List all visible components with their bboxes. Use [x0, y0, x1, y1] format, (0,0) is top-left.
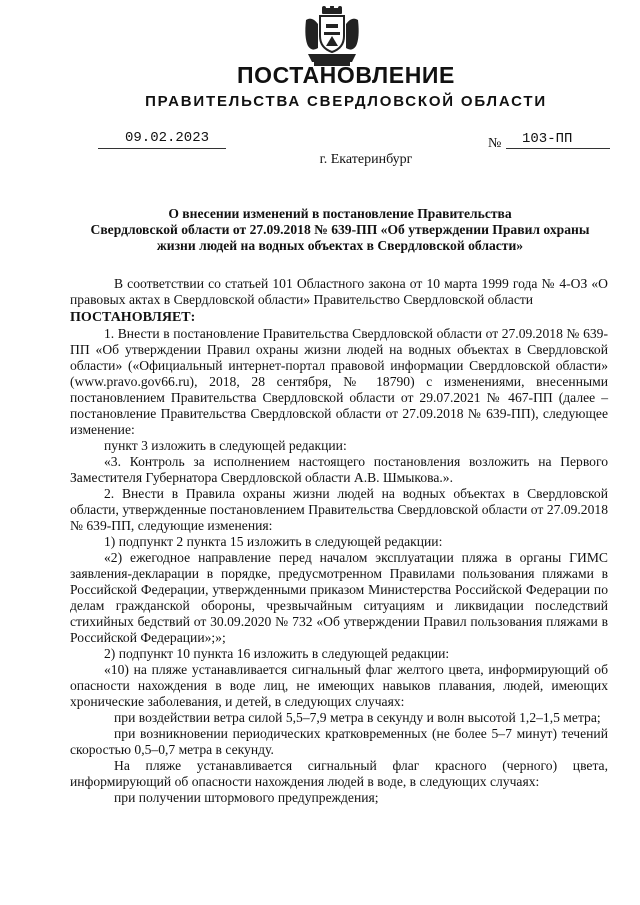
paragraph: при воздействии ветра силой 5,5–7,9 метра в секунду и волн высотой 1,2–1,5 метра;: [114, 710, 601, 725]
paragraph: На пляже устанавливается сигнальный флаг красного (черного) цвета, информирующий об опасности нахождения людей в воде, в следующих случаях:: [70, 758, 608, 789]
subject-line: О внесении изменений в постановление Правительства: [168, 206, 512, 221]
subject-line: жизни людей на водных объектах в Свердловской области»: [156, 238, 524, 253]
document-number: 103-ПП: [506, 130, 610, 149]
coat-of-arms-icon: [300, 6, 364, 68]
subject-line: Свердловской области от 27.09.2018 № 639-ПП «Об утверждении Правил охраны: [90, 222, 590, 237]
document-date: 09.02.2023: [98, 128, 226, 149]
paragraph: 1) подпункт 2 пункта 15 изложить в следующей редакции:: [104, 534, 443, 549]
city-label: г. Екатеринбург: [319, 152, 413, 167]
document-title: ПОСТАНОВЛЕНИЕ: [237, 62, 455, 88]
document-body: [70, 276, 608, 806]
paragraph: «3. Контроль за исполнением настоящего постановления возложить на Первого Заместителя Губернатора Свердловской области А.В. Шмыкова.».: [70, 454, 608, 485]
paragraph: «2) ежегодное направление перед началом эксплуатации пляжа в органы ГИМС заявления-декларации в порядке, предусмотренном Правилами пользования пляжами в Российской Федерации, утвержденными приказом Министерства Российской Федерации по делам гражданской обороны, чрезвычайным ситуациям и ликвидации последствий стихийных бедствий от 30.09.2020 № 732 «Об утверждении Правил пользования пляжами в Российской Федерации»;»;: [70, 550, 608, 645]
document-subtitle: ПРАВИТЕЛЬСТВА СВЕРДЛОВСКОЙ ОБЛАСТИ: [145, 93, 547, 110]
paragraph: В соответствии со статьей 101 Областного закона от 10 марта 1999 года № 4-ОЗ «О правовых актах в Свердловской области» Правительство Свердловской области: [70, 276, 608, 307]
paragraph: пункт 3 изложить в следующей редакции:: [104, 438, 347, 453]
paragraph: 1. Внести в постановление Правительства Свердловской области от 27.09.2018 № 639-ПП «Об утверждении Правил охраны жизни людей на водных объектах в Свердловской области» («Официальный интернет-портал правовой информации Свердловской области» (www.pravo.gov66.ru), 2018, 28 сентября, № 18790) с изменениями, внесенными постановлением Правительства Свердловской области от 29.07.2021 № 467-ПП (далее – постановление Правительства Свердловской области от 27.09.2018 № 639-ПП), следующее изменение:: [70, 326, 608, 437]
paragraph: при возникновении периодических кратковременных (не более 5–7 минут) течений скоростью 0,5–0,7 метра в секунду.: [70, 726, 608, 757]
number-sign: №: [488, 136, 502, 151]
paragraph: «10) на пляже устанавливается сигнальный флаг желтого цвета, информирующий об опасности нахождения в воде лиц, не имеющих навыков плавания, людей, имеющих хронические заболевания, и детей, в следующих случаях:: [70, 662, 608, 709]
paragraph: при получении штормового предупреждения;: [114, 790, 379, 805]
paragraph: 2) подпункт 10 пункта 16 изложить в следующей редакции:: [104, 646, 450, 661]
paragraph: 2. Внести в Правила охраны жизни людей на водных объектах в Свердловской области, утвержденные постановлением Правительства Свердловской области от 27.09.2018 № 639-ПП, следующие изменения:: [70, 486, 608, 533]
document-subject: [74, 206, 606, 254]
decree-heading: ПОСТАНОВЛЯЕТ:: [70, 310, 196, 325]
